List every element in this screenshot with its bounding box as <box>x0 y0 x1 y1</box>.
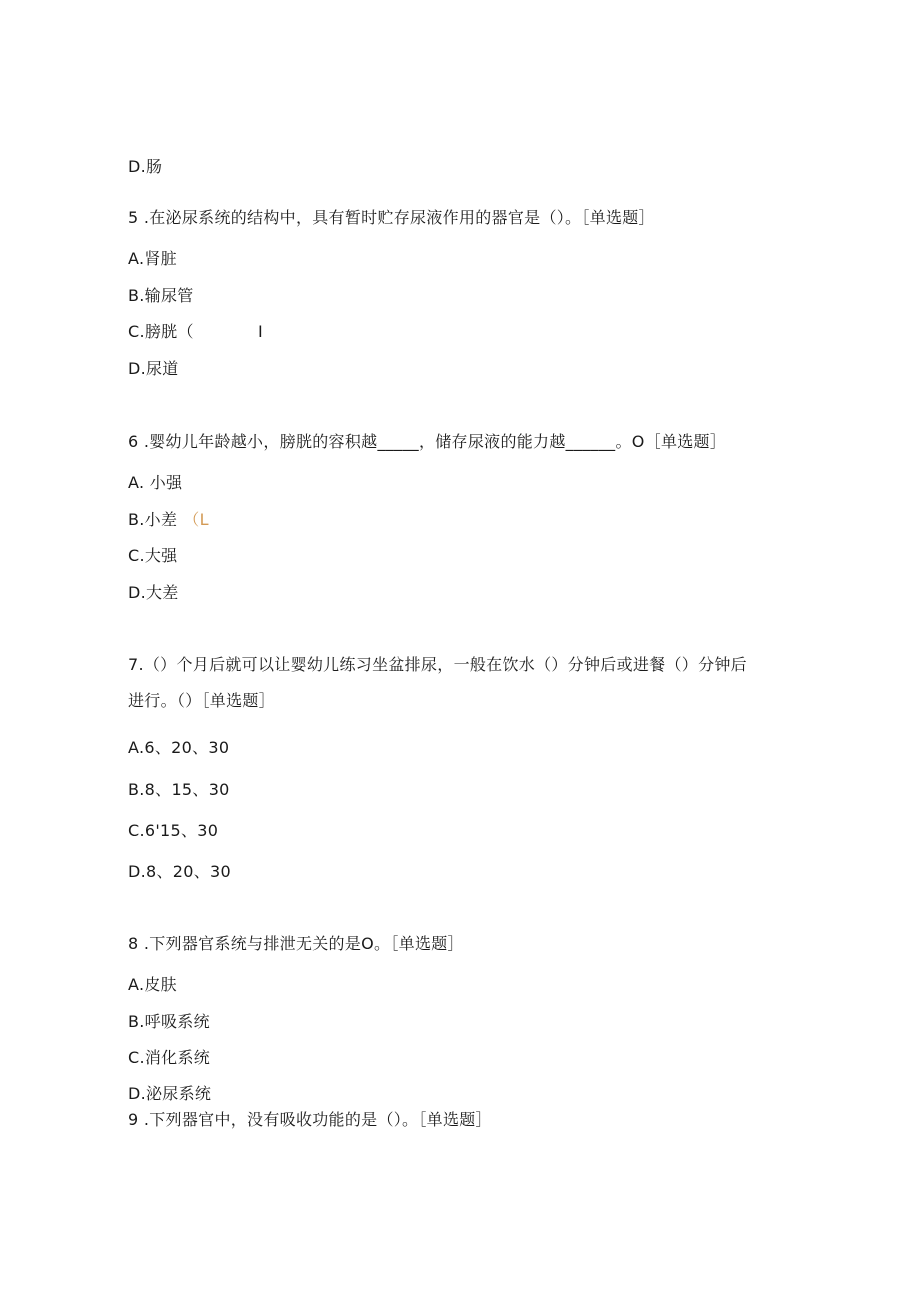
q6-option-c[interactable]: C.大强 <box>128 546 178 565</box>
q6-option-a[interactable]: A. 小强 <box>128 473 183 492</box>
q8-option-c[interactable]: C.消化系统 <box>128 1048 211 1067</box>
q5-option-b[interactable]: B.输尿管 <box>128 286 194 305</box>
q7-option-d[interactable]: D.8、20、30 <box>128 862 232 881</box>
q5-option-a[interactable]: A.肾脏 <box>128 249 177 268</box>
q6-option-b[interactable] <box>128 510 209 530</box>
question-8-text: 8 .下列器官系统与排泄无关的是O。［单选题］ <box>128 934 464 953</box>
q6-option-b-mark: （L <box>183 510 209 529</box>
option-d: D.肠 <box>128 157 163 176</box>
q7-option-b[interactable]: B.8、15、30 <box>128 780 230 799</box>
q5-option-c[interactable] <box>128 322 264 342</box>
question-6-text: 6 .婴幼儿年龄越小，膀胱的容积越_____，储存尿液的能力越______。O［单选题］ <box>128 432 727 451</box>
question-7-text-line1: 7.（）个月后就可以让婴幼儿练习坐盆排尿，一般在饮水（）分钟后或进餐（）分钟后 <box>128 655 747 674</box>
q8-option-b[interactable]: B.呼吸系统 <box>128 1012 210 1031</box>
q5-option-d[interactable]: D.尿道 <box>128 359 179 378</box>
q6-option-d[interactable]: D.大差 <box>128 583 179 602</box>
q8-option-d[interactable]: D.泌尿系统 <box>128 1084 212 1103</box>
q7-option-c[interactable]: C.6'15、30 <box>128 821 219 840</box>
q8-option-a[interactable]: A.皮肤 <box>128 975 177 994</box>
question-7-text-line2: 进行。（）［单选题］ <box>128 691 276 710</box>
q5-option-c-label: C.膀胱（ <box>128 322 194 341</box>
question-5-text: 5 .在泌尿系统的结构中，具有暂时贮存尿液作用的器官是（）。［单选题］ <box>128 208 655 227</box>
q6-option-b-label: B.小差 <box>128 510 178 529</box>
q7-option-a[interactable]: A.6、20、30 <box>128 738 230 757</box>
question-9-text: 9 .下列器官中，没有吸收功能的是（）。［单选题］ <box>128 1110 492 1129</box>
q5-option-c-mark: I <box>258 322 264 341</box>
